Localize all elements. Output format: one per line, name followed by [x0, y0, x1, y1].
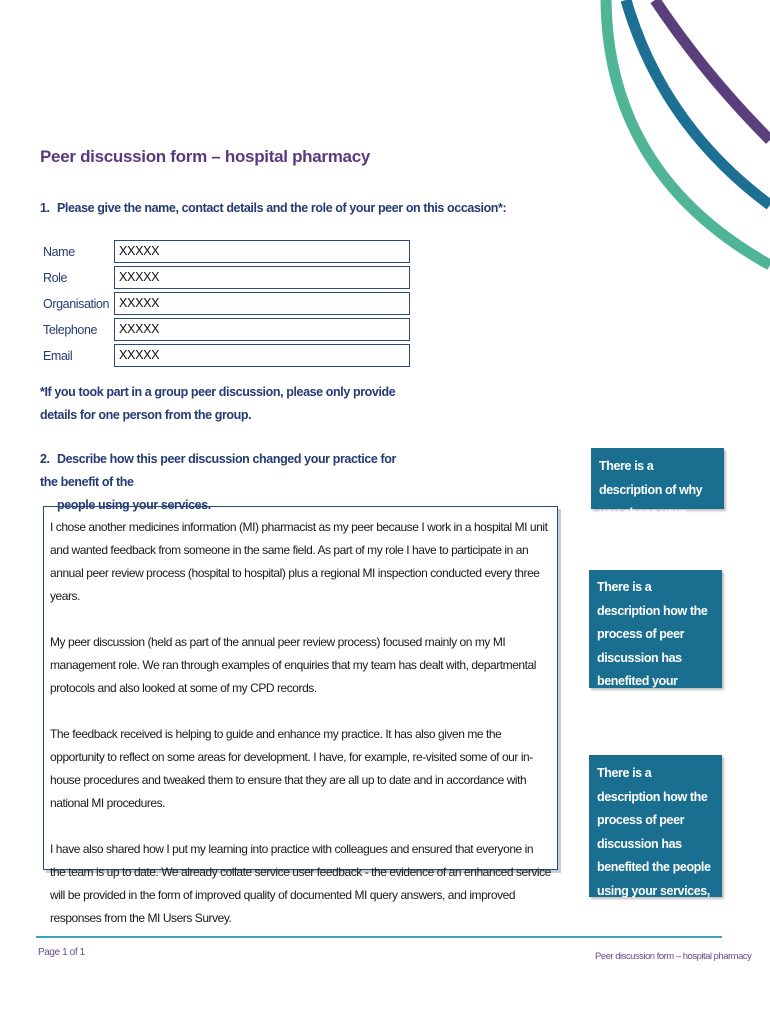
question-1-number: 1.: [40, 201, 50, 215]
organisation-field[interactable]: XXXXX: [114, 292, 410, 315]
callout-peer-choice: There is a description of why you chose your peer(s): [591, 448, 724, 509]
question-2-line-2: people using your services.: [57, 498, 211, 512]
green-arc: [606, 0, 770, 265]
name-label: Name: [43, 245, 75, 259]
telephone-label: Telephone: [43, 323, 98, 337]
footer-page-number: Page 1 of 1: [38, 947, 85, 958]
answer-paragraph-1: I chose another medicines information (MI) pharmacist as my peer because I work in a hospital MI unit and wanted feedback from someone in the same field. As part of my role I have to participate in an annual peer review process (hospital to hospital) plus a regional MI inspection conducted every three years.: [50, 520, 548, 603]
role-label: Role: [43, 271, 68, 285]
question-2-line-1: Describe how this peer discussion changed your practice for the benefit of the: [40, 452, 396, 489]
question-1: [40, 197, 506, 220]
footer-divider: [36, 936, 722, 938]
email-field[interactable]: XXXXX: [114, 344, 410, 367]
answer-box[interactable]: [43, 506, 558, 925]
blue-arc: [626, 0, 770, 205]
answer-paragraph-3: The feedback received is helping to guide and enhance my practice. It has also given me the opportunity to reflect on some areas for development. I have, for example, re-visited some of our in-house procedures and tweaked them to ensure that they are all up to date and in accordance with national MI procedures.: [50, 727, 533, 810]
question-2-number: 2.: [40, 452, 50, 466]
group-note: *If you took part in a group peer discussion, please only provide details for one person from the group.: [40, 385, 396, 422]
answer-paragraph-2: My peer discussion (held as part of the annual peer review process) focused mainly on my MI management role. We ran through examples of enquiries that my team has dealt with, departmental protocols and also looked at some of my CPD records.: [50, 635, 536, 695]
email-label: Email: [43, 349, 73, 363]
name-field[interactable]: XXXXX: [114, 240, 410, 263]
organisation-label: Organisation: [43, 297, 110, 311]
page-title: Peer discussion form – hospital pharmacy: [40, 147, 371, 166]
question-1-text: Please give the name, contact details and the role of your peer on this occasion*:: [57, 201, 507, 215]
role-field[interactable]: XXXXX: [114, 266, 410, 289]
callout-service-user-benefit: There is a description how the process of peer discussion has benefited the people using your services, illustrated with an example: [589, 755, 722, 897]
telephone-field[interactable]: XXXXX: [114, 318, 410, 341]
purple-arc: [655, 0, 770, 140]
footer-doc-title: Peer discussion form – hospital pharmacy: [595, 951, 752, 962]
callout-practice-benefit: There is a description how the process of peer discussion has benefited your practice: [589, 570, 722, 688]
answer-paragraph-4: I have also shared how I put my learning into practice with colleagues and ensured that everyone in the team is up to date. We already collate service user feedback - the evidence of an enhanced service will be provided in the form of improved quality of documented MI query answers, and improved responses from the MI Users Survey.: [50, 842, 551, 925]
